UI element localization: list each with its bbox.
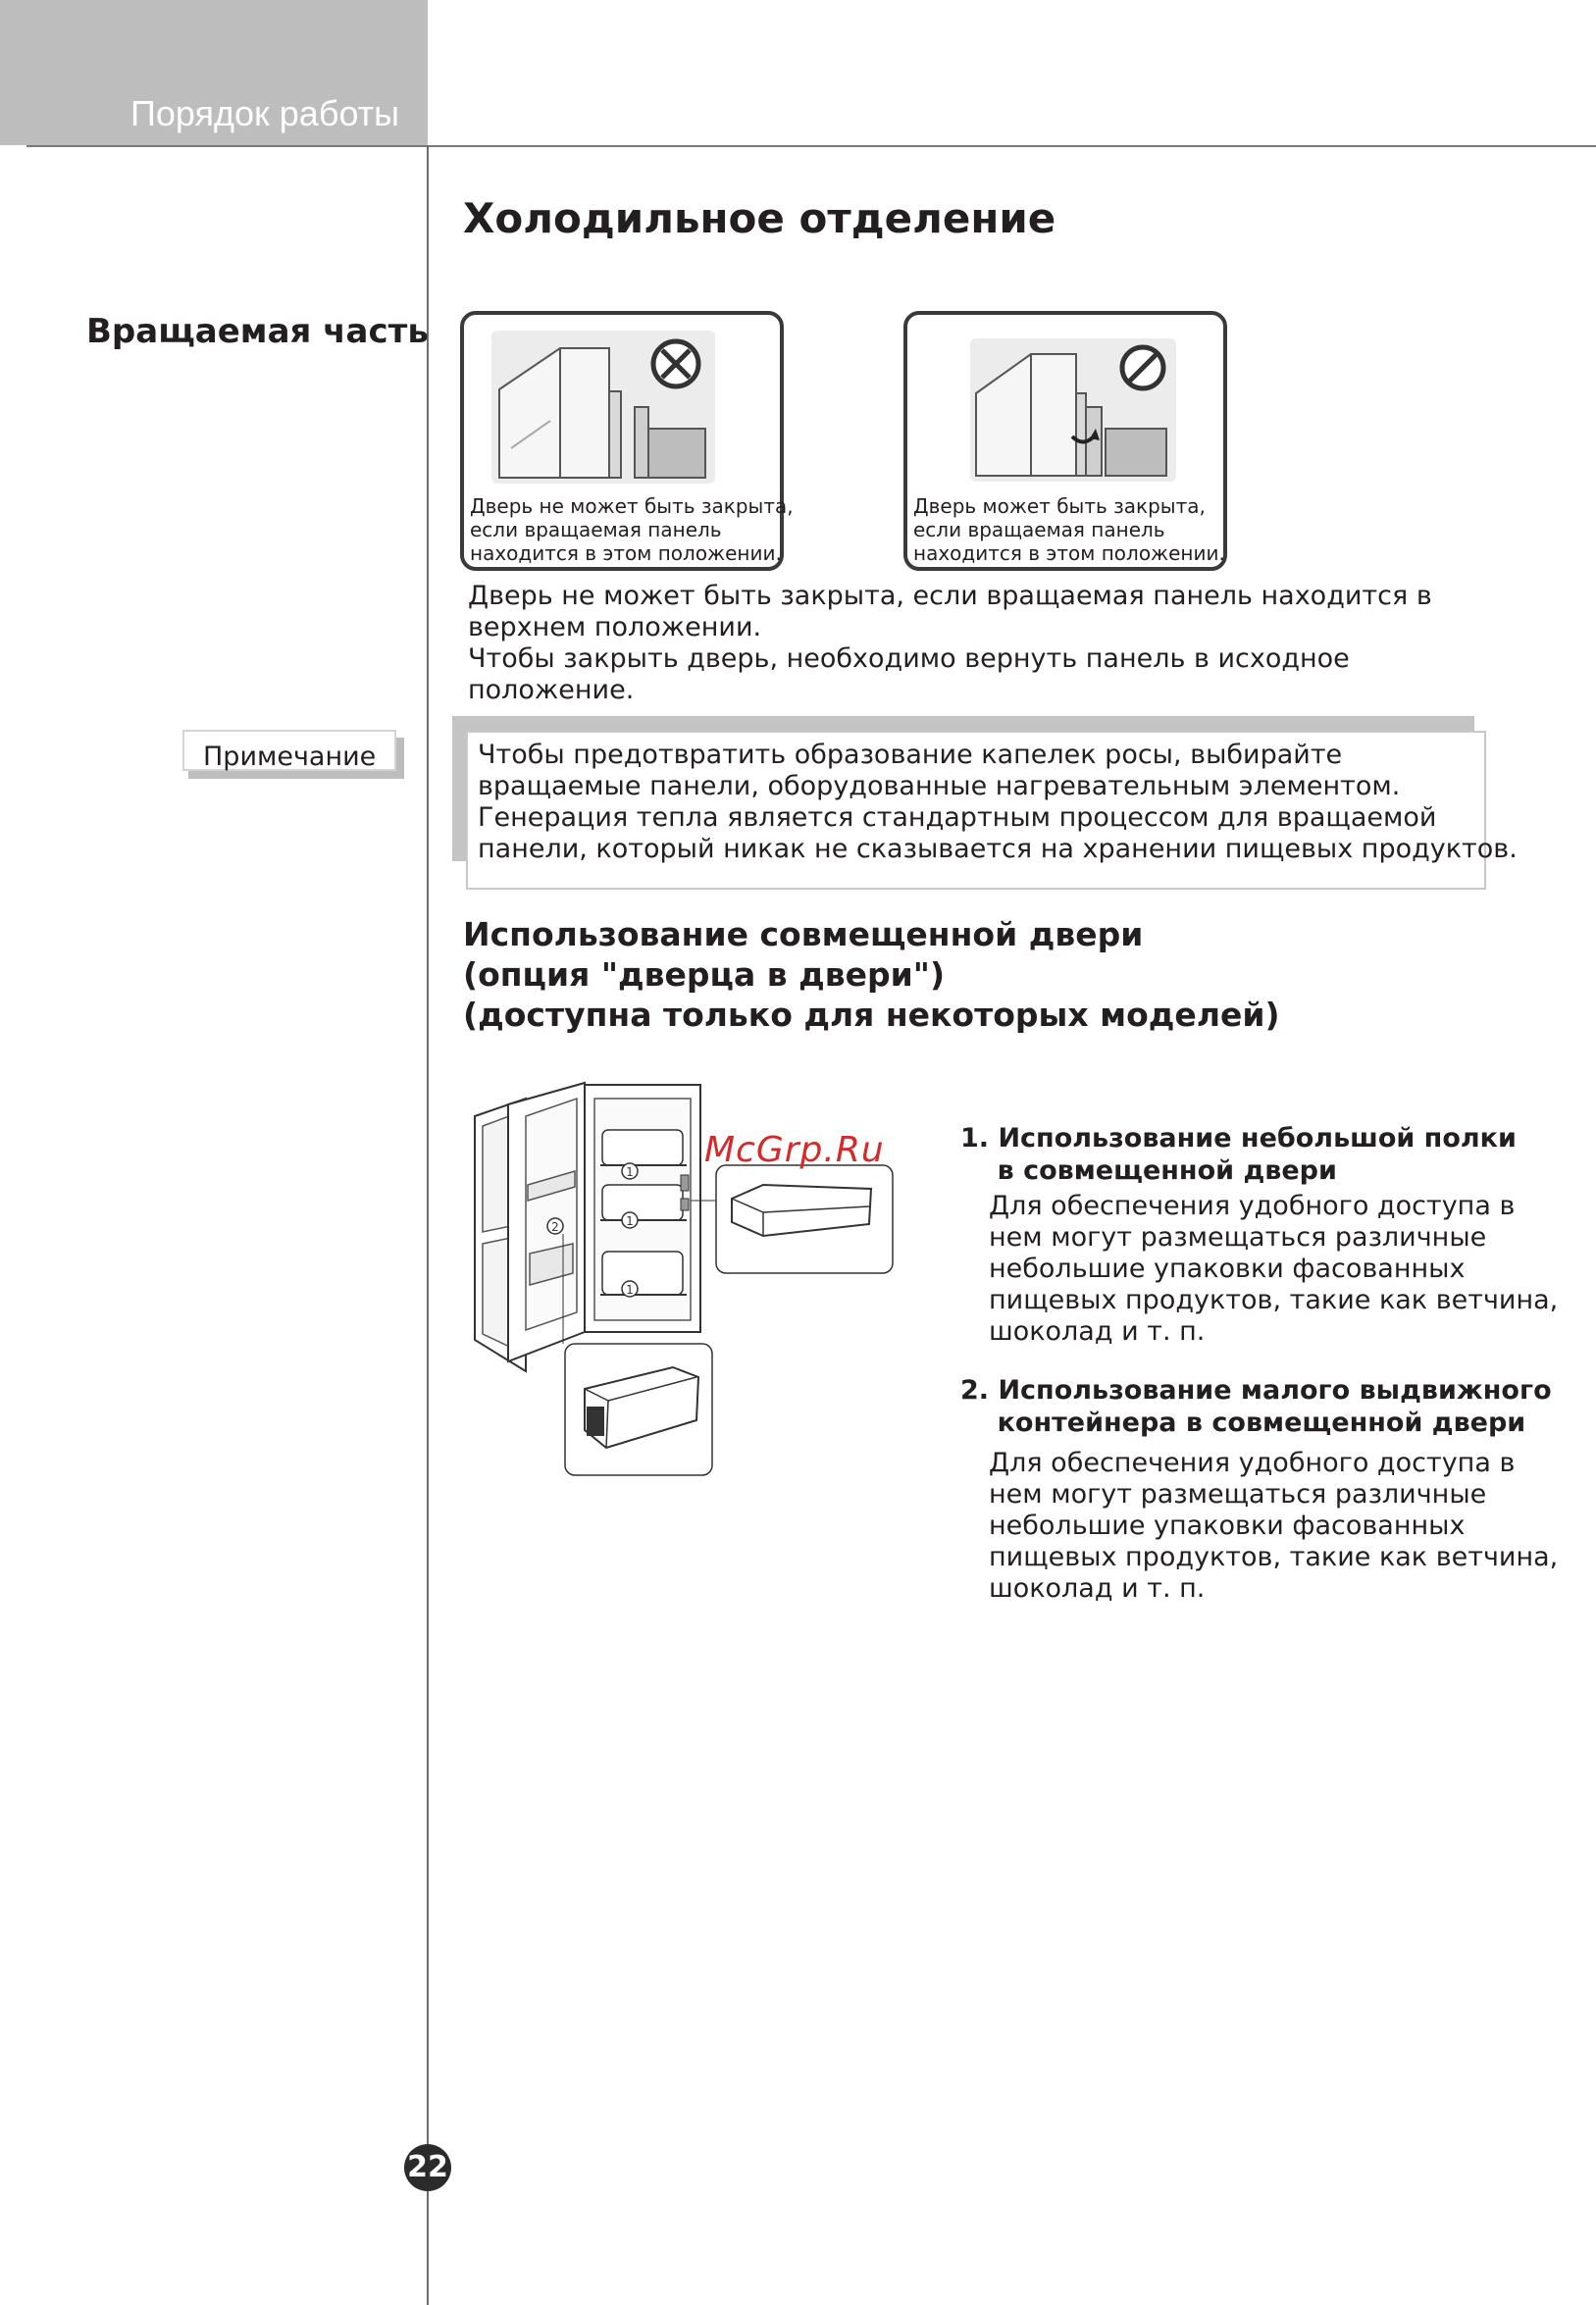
note-label: Примечание (203, 742, 377, 772)
marker-label: 1 (626, 1283, 634, 1297)
prohibited-icon (653, 341, 698, 386)
panel-wrong-position (460, 311, 794, 571)
fridge-door-right-illustration (970, 338, 1176, 482)
heading-line: (доступна только для некоторых моделей) (463, 996, 1280, 1034)
item-desc-line: Для обеспечения удобного доступа в (989, 1191, 1516, 1221)
heading-line: (опция "дверца в двери") (463, 955, 946, 994)
caption-line: если вращаемая панель (913, 518, 1165, 541)
item-desc-line: пищевых продуктов, такие как ветчина, (989, 1285, 1559, 1315)
page-number: 22 (404, 2144, 451, 2191)
item-desc-line: нем могут размещаться различные (989, 1479, 1487, 1510)
description-line: верхнем положении. (468, 612, 762, 642)
rotating-part-description (468, 581, 1508, 706)
combo-door-heading (463, 914, 1280, 1035)
panel-right-position (903, 311, 1227, 571)
caption-line: находится в этом положении. (913, 541, 1225, 565)
item-desc-line: небольшие упаковки фасованных (989, 1254, 1466, 1284)
note-line: вращаемые панели, оборудованные нагревательным элементом. (478, 771, 1401, 801)
caption-line: если вращаемая панель (470, 518, 722, 541)
marker-label: 1 (626, 1165, 634, 1179)
item-title-line: в совмещенной двери (960, 1155, 1337, 1186)
item-desc-line: нем могут размещаться различные (989, 1222, 1487, 1253)
description-line: Дверь не может быть закрыта, если вращаемая панель находится в (468, 581, 1432, 611)
section-title: Порядок работы (130, 93, 400, 133)
item-1-description (989, 1191, 1558, 1348)
panel-wrong-caption (470, 494, 794, 565)
description-line: Чтобы закрыть дверь, необходимо вернуть панель в исходное положение. (468, 643, 1350, 705)
caption-line: находится в этом положении. (470, 541, 782, 565)
heading-line: Использование совмещенной двери (463, 915, 1144, 953)
column-divider (427, 145, 429, 2305)
ok-icon (1122, 347, 1163, 388)
note-text (478, 740, 1518, 865)
fridge-door-wrong-illustration (491, 331, 715, 484)
caption-line: Дверь может быть закрыта, (913, 494, 1206, 518)
note-line: Чтобы предотвратить образование капелек росы, выбирайте (478, 740, 1343, 770)
page-title: Холодильное отделение (463, 194, 1056, 242)
marker-1b (622, 1212, 638, 1228)
note-line: Генерация тепла является стандартным процессом для вращаемой (478, 802, 1437, 833)
marker-label: 1 (626, 1214, 634, 1228)
marker-label: 2 (551, 1220, 559, 1234)
item-title-line: контейнера в совмещенной двери (960, 1408, 1526, 1438)
item-1-title (960, 1122, 1517, 1187)
item-desc-line: шоколад и т. п. (989, 1573, 1206, 1604)
item-desc-line: пищевых продуктов, такие как ветчина, (989, 1542, 1559, 1572)
caption-line: Дверь не может быть закрыта, (470, 494, 794, 518)
item-desc-line: Для обеспечения удобного доступа в (989, 1448, 1516, 1478)
marker-1a (622, 1163, 638, 1179)
item-2-title (960, 1374, 1552, 1439)
item-2-description (989, 1448, 1558, 1605)
watermark: McGrp.Ru (704, 1130, 885, 1170)
item-title-line: 1. Использование небольшой полки (960, 1123, 1517, 1153)
marker-1c (622, 1281, 638, 1297)
header-divider (26, 145, 1596, 147)
marker-2 (547, 1218, 563, 1234)
item-title-line: 2. Использование малого выдвижного (960, 1375, 1552, 1406)
panel-right-caption (913, 494, 1223, 565)
item-desc-line: небольшие упаковки фасованных (989, 1511, 1466, 1541)
item-desc-line: шоколад и т. п. (989, 1316, 1206, 1347)
rotating-part-heading: Вращаемая часть (86, 312, 429, 351)
note-line: панели, который никак не сказывается на хранении пищевых продуктов. (478, 834, 1518, 864)
